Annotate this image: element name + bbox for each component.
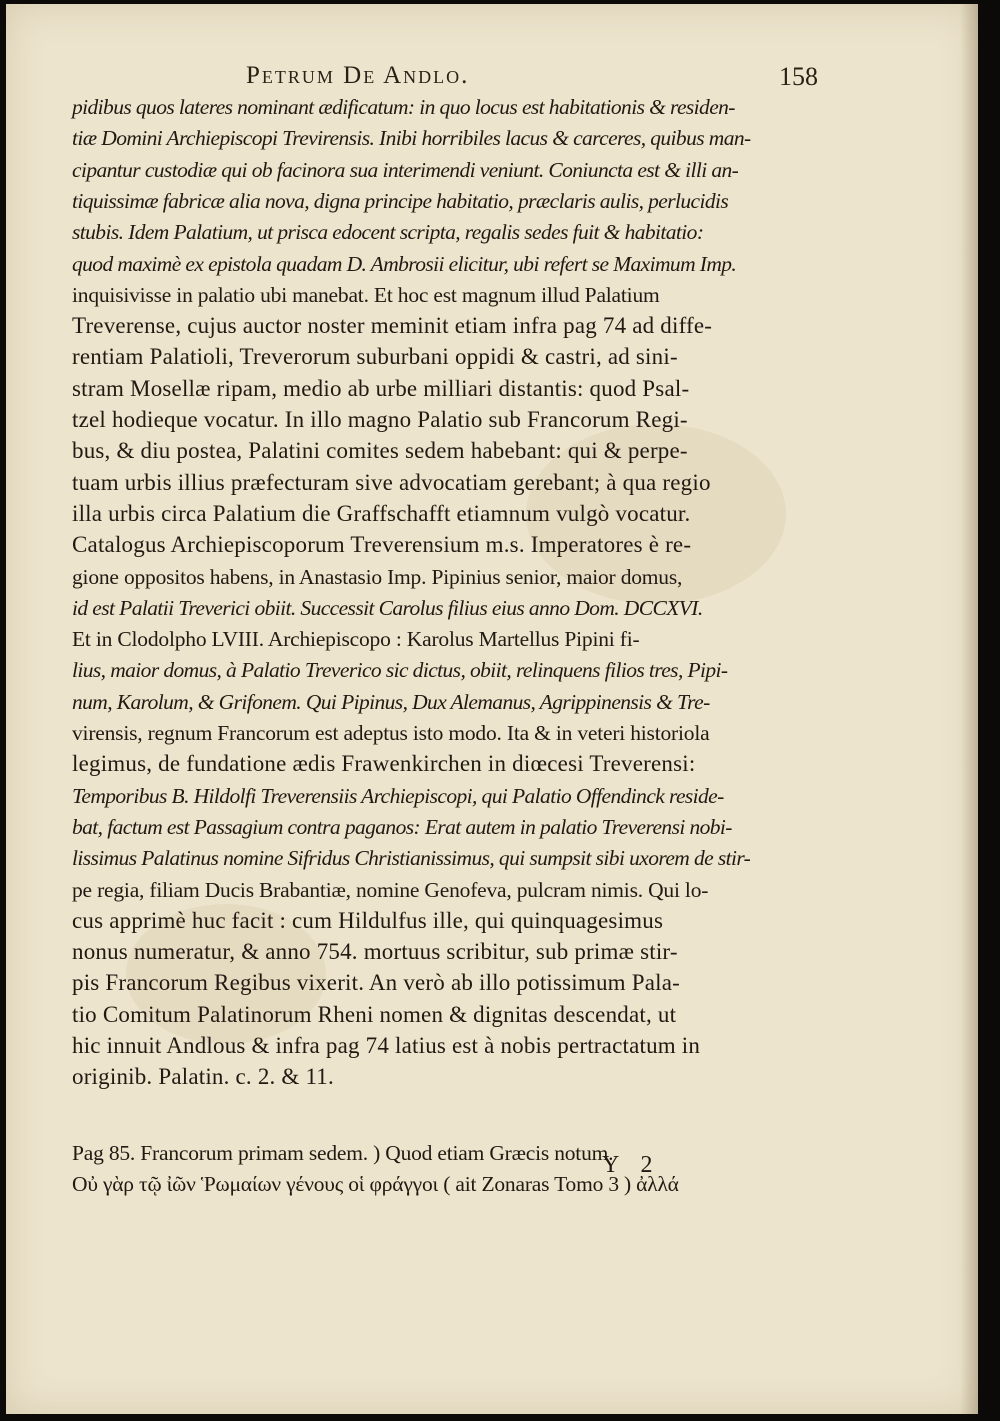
text-line: Treverense, cujus auctor noster meminit etiam infra pag 74 ad diffe- — [72, 313, 713, 339]
signature-mark: Y 2 — [602, 1152, 661, 1178]
text-line: bus, & diu postea, Palatini comites sedem habebant: qui & perpe- — [72, 438, 688, 464]
text-line: tzel hodieque vocatur. In illo magno Palatio sub Francorum Regi- — [72, 407, 688, 432]
book-page — [6, 4, 978, 1414]
text-line: Catalogus Archiepiscoporum Treverensium m.s. Imperatores è re- — [72, 532, 692, 558]
text-line: tuam urbis illius præfecturam sive advocatiam gerebant; à qua regio — [72, 469, 711, 495]
page-edge-shadow — [960, 4, 978, 1414]
text-line: pidibus quos lateres nominant ædificatum: in quo locus est habitationis & residen- — [72, 95, 735, 119]
running-head: Petrum De Andlo. — [246, 62, 470, 89]
text-line: quod maximè ex epistola quadam D. Ambrosii elicitur, ubi refert se Maximum Imp. — [72, 251, 737, 276]
text-line: pis Francorum Regibus vixerit. An verò ab illo potissimum Pala- — [72, 970, 680, 996]
text-line: stubis. Idem Palatium, ut prisca edocent scripta, regalis sedes fuit & habitatio: — [72, 220, 704, 245]
text-line: pe regia, filiam Ducis Brabantiæ, nomine Genofeva, pulcram nimis. Qui lo- — [72, 877, 709, 902]
text-line: gione oppositos habens, in Anastasio Imp. Pipinius senior, maior domus, — [72, 564, 683, 589]
text-line: lius, maior domus, à Palatio Treverico sic dictus, obiit, relinquens filios tres, Pipi- — [72, 658, 728, 683]
text-line: inquisivisse in palatio ubi manebat. Et hoc est magnum illud Palatium — [72, 282, 660, 307]
text-line: Et in Clodolpho LVIII. Archiepiscopo : Karolus Martellus Pipini fi- — [72, 627, 640, 652]
text-line: stram Mosellæ ripam, medio ab urbe milliari distantis: quod Psal- — [72, 375, 690, 401]
text-line: nonus numeratur, & anno 754. mortuus scribitur, sub primæ stir- — [72, 939, 678, 965]
text-line: hic innuit Andlous & infra pag 74 latius est à nobis pertractatum in — [72, 1033, 701, 1058]
text-line: Temporibus B. Hildolfi Treverensiis Archiepiscopi, qui Palatio Offendinck reside- — [72, 783, 724, 808]
text-line: originib. Palatin. c. 2. & 11. — [72, 1064, 334, 1090]
page-number: 158 — [779, 62, 818, 91]
text-line: bat, factum est Passagium contra paganos: Erat autem in palatio Treverensi nobi- — [72, 814, 732, 839]
text-line: cus apprimè huc facit : cum Hildulfus ille, qui quinquagesimus — [72, 907, 664, 933]
text-line: cipantur custodiæ qui ob facinora sua interimendi veniunt. Coniuncta est & illi an- — [72, 157, 739, 182]
text-line: num, Karolum, & Grifonem. Qui Pipinus, Dux Alemanus, Agrippinensis & Tre- — [72, 689, 710, 714]
text-line: rentiam Palatioli, Treverorum suburbani oppidi & castri, ad sini- — [72, 344, 678, 370]
text-line: legimus, de fundatione ædis Frawenkirchen in diœcesi Treverensi: — [72, 751, 696, 777]
text-line: tiæ Domini Archiepiscopi Trevirensis. Inibi horribiles lacus & carceres, quibus man- — [72, 126, 751, 151]
text-line: lissimus Palatinus nomine Sifridus Christianissimus, qui sumpsit sibi uxorem de stir- — [72, 846, 751, 871]
text-line: id est Palatii Treverici obiit. Successit Carolus filius eius anno Dom. DCCXVI. — [72, 595, 703, 620]
text-line: virensis, regnum Francorum est adeptus isto modo. Ita & in veteri historiola — [72, 721, 710, 745]
text-line: Οὐ γὰρ τῷ ἰῶν Ῥωμαίων γένους οἱ φράγγοι ( ait Zonaras Tomo 3 ) ἀλλά — [72, 1171, 679, 1196]
text-line: Pag 85. Francorum primam sedem. ) Quod etiam Græcis notum. — [72, 1140, 614, 1165]
text-line: tiquissimæ fabricæ alia nova, digna principe habitatio, præclaris aulis, perlucidis — [72, 188, 729, 213]
text-line: tio Comitum Palatinorum Rheni nomen & dignitas descendat, ut — [72, 1001, 677, 1027]
text-line: illa urbis circa Palatium die Graffschafft etiamnum vulgò vocatur. — [72, 500, 691, 526]
